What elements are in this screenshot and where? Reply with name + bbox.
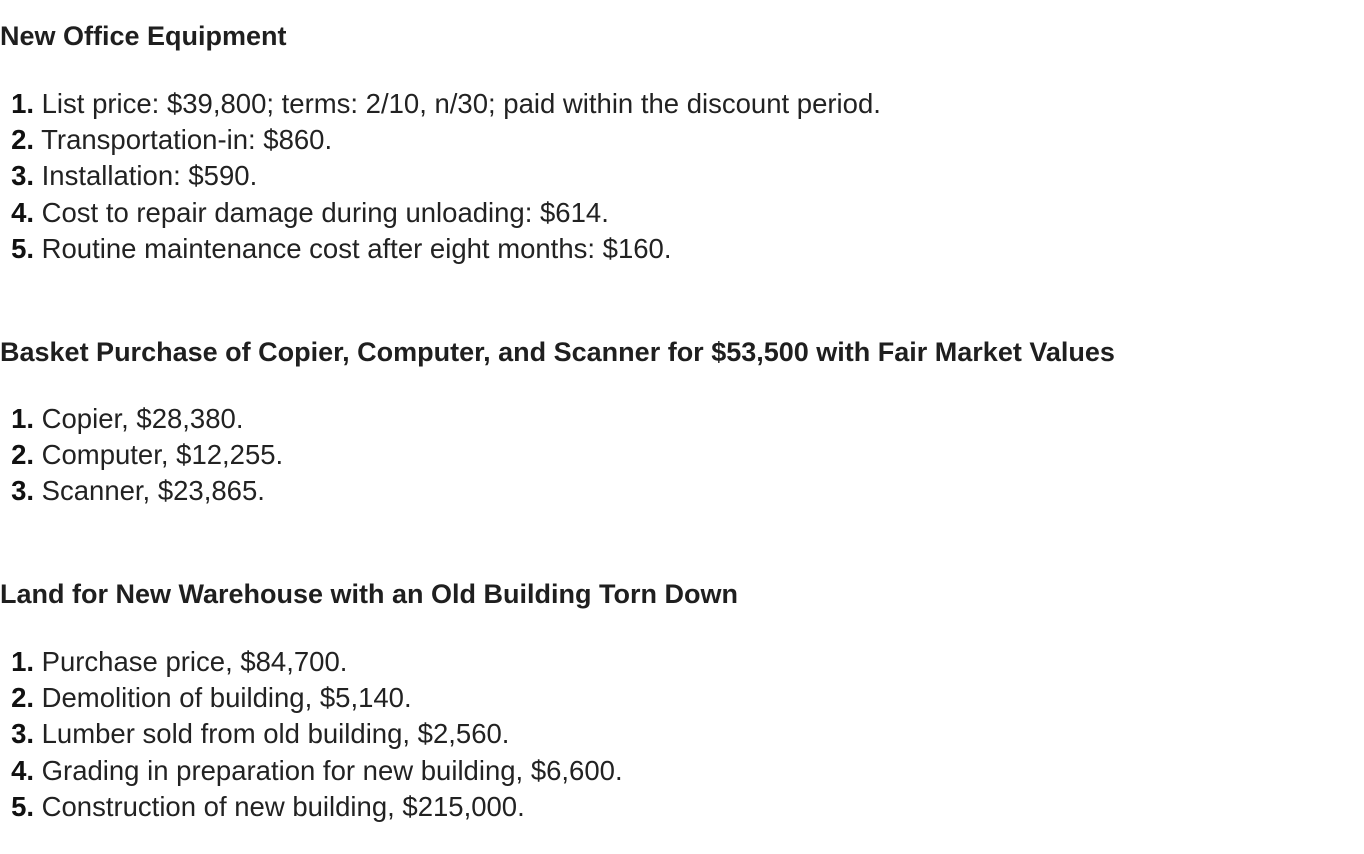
- item-number: 4.: [11, 754, 34, 786]
- list-item: [0, 437, 1364, 473]
- item-number: 3.: [11, 160, 34, 192]
- item-text: Computer, $12,255.: [41, 439, 284, 471]
- list-item: [0, 158, 1364, 194]
- item-text: Grading in preparation for new building, $6,600.: [41, 754, 623, 786]
- list-item: [0, 644, 1364, 680]
- item-number: 5.: [11, 790, 34, 822]
- item-number: 2.: [11, 439, 34, 471]
- list-item: [0, 122, 1364, 158]
- item-text: Construction of new building, $215,000.: [41, 790, 525, 822]
- item-text: Installation: $590.: [41, 160, 258, 192]
- list-item: [0, 401, 1364, 437]
- list-item: [0, 86, 1364, 122]
- list-item: [0, 789, 1364, 825]
- item-number: 1.: [11, 88, 34, 119]
- item-number: 1.: [11, 646, 34, 677]
- list-item: [0, 195, 1364, 231]
- section-title: Land for New Warehouse with an Old Building Torn Down: [0, 579, 738, 609]
- item-number: 2.: [11, 682, 34, 714]
- list-item: [0, 716, 1364, 752]
- item-list: [0, 644, 1364, 825]
- item-text: List price: $39,800; terms: 2/10, n/30; paid within the discount period.: [41, 88, 881, 119]
- item-number: 3.: [11, 718, 34, 750]
- item-text: Purchase price, $84,700.: [41, 646, 348, 677]
- item-text: Copier, $28,380.: [41, 403, 244, 434]
- list-item: [0, 680, 1364, 716]
- item-text: Scanner, $23,865.: [41, 475, 265, 507]
- item-number: 1.: [11, 403, 34, 434]
- item-list: [0, 401, 1364, 510]
- section-new-office-equipment: [0, 18, 1364, 264]
- list-item: [0, 753, 1364, 789]
- item-number: 3.: [11, 475, 34, 507]
- item-number: 2.: [11, 124, 34, 156]
- section-title: Basket Purchase of Copier, Computer, and Scanner for $53,500 with Fair Market Values: [0, 337, 1115, 367]
- list-item: [0, 231, 1364, 267]
- list-item: [0, 473, 1364, 509]
- item-text: Routine maintenance cost after eight months: $160.: [41, 232, 672, 264]
- item-text: Demolition of building, $5,140.: [41, 682, 412, 714]
- item-number: 5.: [11, 232, 34, 264]
- item-text: Cost to repair damage during unloading: $614.: [41, 196, 609, 228]
- item-number: 4.: [11, 196, 34, 228]
- item-list: [0, 86, 1364, 267]
- section-basket-purchase: [0, 334, 1364, 507]
- item-text: Lumber sold from old building, $2,560.: [41, 718, 510, 750]
- item-text: Transportation-in: $860.: [41, 124, 333, 156]
- section-title: New Office Equipment: [0, 21, 287, 51]
- section-land-new-warehouse: [0, 576, 1364, 822]
